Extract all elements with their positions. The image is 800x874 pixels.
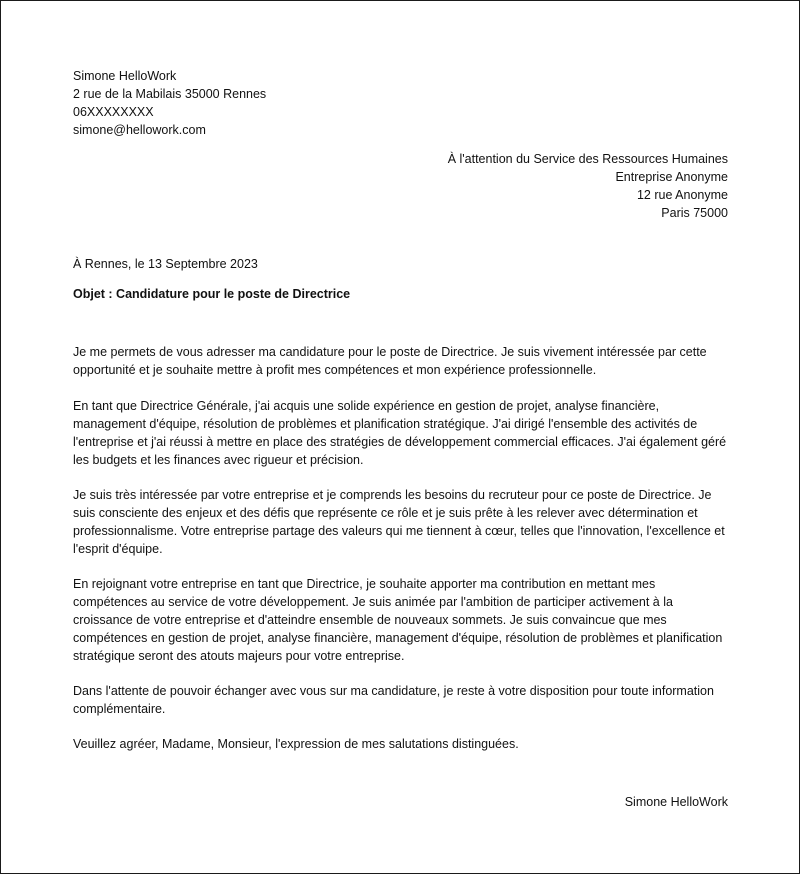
body-paragraph: En tant que Directrice Générale, j'ai acquis une solide expérience en gestion de projet, analyse financière, management d'équipe, résolution de problèmes et planification stratégique. J'ai dirigé l'ensemble des activités de l'entreprise et j'ai réussi à mettre en place des stratégies de développement commercial efficaces. J'ai également géré les budgets et les finances avec rigueur et précision.: [73, 399, 727, 467]
sender-email: simone@hellowork.com: [73, 123, 206, 137]
body-paragraph: Je suis très intéressée par votre entreprise et je comprends les besoins du recruteur pour ce poste de Directrice. Je suis consciente des enjeux et des défis que représente ce rôle et je suis prête à les relever avec détermination et professionnalisme. Votre entreprise partage des valeurs qui me tiennent à cœur, telles que l'innovation, l'excellence et l'esprit d'équipe.: [73, 488, 725, 556]
recipient-block: [448, 150, 728, 222]
signature: Simone HelloWork: [624, 795, 728, 809]
body-paragraph: Dans l'attente de pouvoir échanger avec vous sur ma candidature, je reste à votre disposition pour toute information complémentaire.: [73, 684, 714, 716]
sender-name: Simone HelloWork: [73, 69, 177, 83]
recipient-company: Entreprise Anonyme: [615, 170, 728, 184]
letter-body: [73, 343, 733, 770]
date-line: À Rennes, le 13 Septembre 2023: [73, 257, 258, 271]
subject-line: Objet : Candidature pour le poste de Directrice: [73, 287, 351, 301]
sender-address: 2 rue de la Mabilais 35000 Rennes: [73, 87, 267, 101]
recipient-street: 12 rue Anonyme: [636, 188, 728, 202]
recipient-attention: À l'attention du Service des Ressources Humaines: [447, 152, 728, 166]
recipient-city: Paris 75000: [661, 206, 728, 220]
body-paragraph: Veuillez agréer, Madame, Monsieur, l'expression de mes salutations distinguées.: [73, 737, 519, 751]
sender-phone: 06XXXXXXXX: [73, 105, 154, 119]
body-paragraph: Je me permets de vous adresser ma candidature pour le poste de Directrice. Je suis vivement intéressée par cette opportunité et je souhaite mettre à profit mes compétences et mon expérience professionnelle.: [73, 345, 707, 377]
sender-block: [73, 67, 266, 139]
body-paragraph: En rejoignant votre entreprise en tant que Directrice, je souhaite apporter ma contribution en mettant mes compétences au service de votre développement. Je suis animée par l'ambition de participer activement à la croissance de votre entreprise et d'atteindre ensemble de nouveaux sommets. Je suis convaincue que mes compétences en gestion de projet, analyse financière, management d'équipe, résolution de problèmes et planification stratégique seront des atouts majeurs pour votre entreprise.: [73, 577, 723, 663]
